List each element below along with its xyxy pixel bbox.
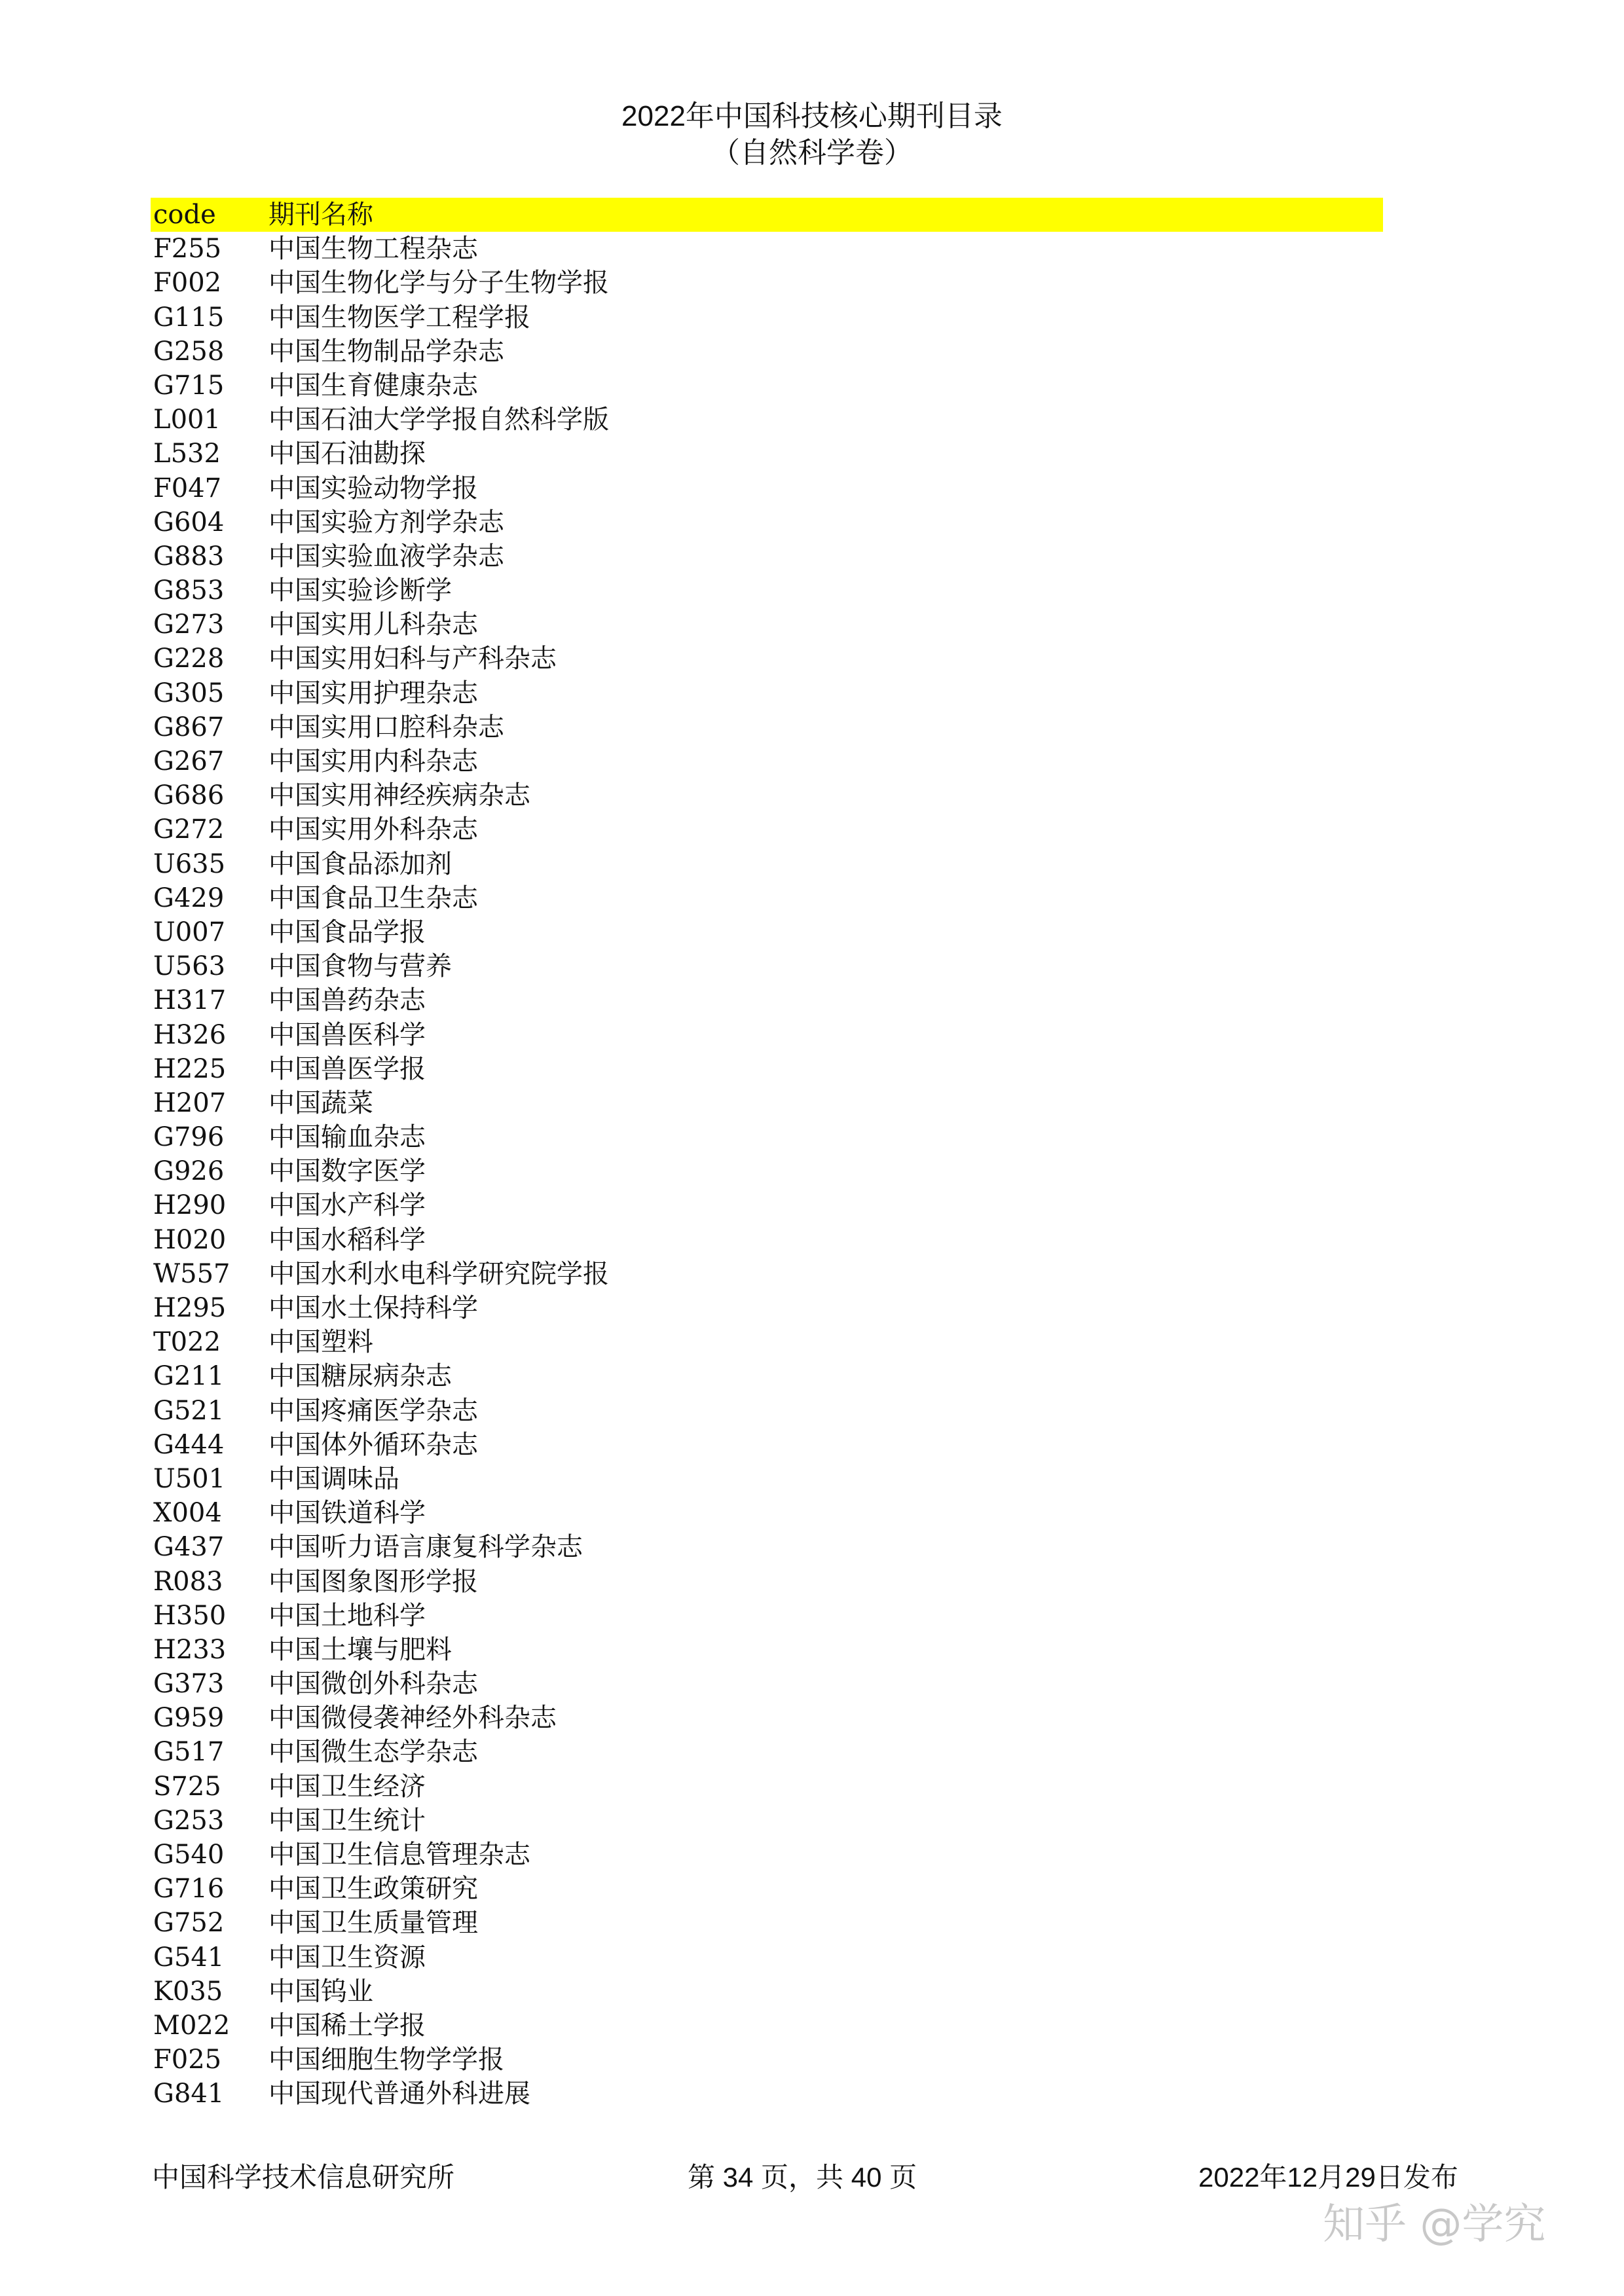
journal-name: 中国卫生信息管理杂志 bbox=[268, 1840, 530, 1870]
journal-code: G686 bbox=[153, 780, 225, 811]
journal-name: 中国体外循环杂志 bbox=[268, 1429, 478, 1460]
journal-code: G437 bbox=[153, 1532, 225, 1563]
journal-name: 中国石油勘探 bbox=[268, 439, 426, 469]
journal-code: L001 bbox=[153, 405, 221, 435]
table-body bbox=[151, 232, 1383, 2111]
journal-name: 中国生物化学与分子生物学报 bbox=[268, 268, 609, 299]
journal-code: H326 bbox=[153, 1019, 227, 1050]
journal-code: G959 bbox=[153, 1703, 225, 1734]
table-row bbox=[151, 1941, 1383, 1975]
table-row bbox=[151, 335, 1383, 369]
journal-name: 中国土壤与肥料 bbox=[268, 1634, 452, 1665]
table-row bbox=[151, 881, 1383, 915]
footer-publish-date: 2022年12月29日发布 bbox=[1198, 2162, 1458, 2193]
table-row bbox=[151, 1394, 1383, 1428]
journal-name: 中国卫生政策研究 bbox=[268, 1874, 478, 1904]
column-header-code: code bbox=[153, 200, 216, 230]
journal-code: G926 bbox=[153, 1156, 225, 1187]
journal-code: G541 bbox=[153, 1942, 225, 1973]
journal-name: 中国实用护理杂志 bbox=[268, 678, 478, 708]
journal-name: 中国实验诊断学 bbox=[268, 575, 452, 606]
journal-name: 中国微侵袭神经外科杂志 bbox=[268, 1703, 557, 1734]
footer-page-number: 第 34 页，共 40 页 bbox=[688, 2162, 917, 2193]
page-title: 2022年中国科技核心期刊目录 bbox=[621, 100, 1003, 132]
watermark: 知乎 @学究 bbox=[1323, 2200, 1546, 2249]
journal-name: 中国水稻科学 bbox=[268, 1224, 426, 1255]
journal-name: 中国塑料 bbox=[268, 1327, 373, 1358]
journal-name: 中国水利水电科学研究院学报 bbox=[268, 1258, 609, 1289]
journal-code: G715 bbox=[153, 370, 225, 401]
journal-name: 中国兽医科学 bbox=[268, 1019, 426, 1050]
journal-name: 中国石油大学学报自然科学版 bbox=[268, 405, 609, 435]
journal-name: 中国兽医学报 bbox=[268, 1053, 426, 1084]
journal-name: 中国食品卫生杂志 bbox=[268, 883, 478, 913]
journal-name: 中国实用神经疾病杂志 bbox=[268, 780, 530, 811]
table-row bbox=[151, 778, 1383, 812]
journal-code: U563 bbox=[153, 951, 226, 982]
journal-code: G211 bbox=[153, 1361, 225, 1392]
journal-name: 中国食品添加剂 bbox=[268, 848, 452, 879]
table-row bbox=[151, 1257, 1383, 1291]
journal-name: 中国稀土学报 bbox=[268, 2010, 426, 2041]
table-row bbox=[151, 1291, 1383, 1325]
journal-name: 中国实用儿科杂志 bbox=[268, 610, 478, 640]
journal-name: 中国输血杂志 bbox=[268, 1122, 426, 1153]
journal-code: G115 bbox=[153, 302, 225, 333]
journal-code: G752 bbox=[153, 1908, 225, 1939]
table-row bbox=[151, 403, 1383, 437]
table-row bbox=[151, 1804, 1383, 1838]
journal-code: G258 bbox=[153, 336, 225, 367]
journal-code: U007 bbox=[153, 917, 226, 947]
table-row bbox=[151, 574, 1383, 608]
journal-code: G841 bbox=[153, 2079, 225, 2109]
journal-name: 中国实验动物学报 bbox=[268, 473, 478, 503]
table-row bbox=[151, 369, 1383, 403]
footer-institute: 中国科学技术信息研究所 bbox=[152, 2162, 455, 2193]
table-row bbox=[151, 949, 1383, 983]
table-row bbox=[151, 301, 1383, 335]
table-row bbox=[151, 642, 1383, 676]
table-row bbox=[151, 1223, 1383, 1257]
journal-code: F047 bbox=[153, 473, 222, 503]
journal-code: G867 bbox=[153, 712, 225, 742]
journal-code: K035 bbox=[153, 1976, 223, 2007]
journal-code: G253 bbox=[153, 1805, 225, 1836]
journal-code: U501 bbox=[153, 1463, 226, 1494]
journal-code: G429 bbox=[153, 883, 225, 913]
journal-name: 中国卫生经济 bbox=[268, 1771, 426, 1802]
journal-code: G373 bbox=[153, 1669, 225, 1700]
journal-name: 中国实用妇科与产科杂志 bbox=[268, 644, 557, 674]
journal-code: G444 bbox=[153, 1429, 225, 1460]
journal-name: 中国卫生统计 bbox=[268, 1805, 426, 1836]
table-row bbox=[151, 1975, 1383, 2009]
journal-name: 中国听力语言康复科学杂志 bbox=[268, 1532, 583, 1563]
journal-code: H233 bbox=[153, 1634, 227, 1665]
table-row bbox=[151, 1462, 1383, 1496]
table-header-row bbox=[151, 198, 1383, 232]
journal-code: H317 bbox=[153, 985, 227, 1016]
journal-name: 中国实用口腔科杂志 bbox=[268, 712, 504, 742]
journal-name: 中国食物与营养 bbox=[268, 951, 452, 982]
table-row bbox=[151, 1325, 1383, 1359]
table-row bbox=[151, 1120, 1383, 1154]
table-row bbox=[151, 1018, 1383, 1052]
journal-name: 中国疼痛医学杂志 bbox=[268, 1395, 478, 1426]
table-row bbox=[151, 1667, 1383, 1701]
table-row bbox=[151, 2077, 1383, 2111]
table-row bbox=[151, 812, 1383, 847]
journal-code: M022 bbox=[153, 2010, 231, 2041]
table-row bbox=[151, 471, 1383, 505]
journal-name: 中国生育健康杂志 bbox=[268, 370, 478, 401]
journal-code: H350 bbox=[153, 1600, 227, 1631]
journal-name: 中国实用内科杂志 bbox=[268, 746, 478, 776]
table-row bbox=[151, 1838, 1383, 1872]
journal-name: 中国蔬菜 bbox=[268, 1087, 373, 1118]
table-row bbox=[151, 505, 1383, 539]
journal-code: G853 bbox=[153, 575, 225, 606]
journal-name: 中国细胞生物学学报 bbox=[268, 2045, 504, 2075]
table-row bbox=[151, 1359, 1383, 1393]
journal-name: 中国水产科学 bbox=[268, 1190, 426, 1221]
table-row bbox=[151, 1086, 1383, 1120]
journal-code: G517 bbox=[153, 1737, 225, 1768]
table-row bbox=[151, 232, 1383, 266]
journal-name: 中国微创外科杂志 bbox=[268, 1669, 478, 1700]
table-row bbox=[151, 1428, 1383, 1462]
table-row bbox=[151, 1633, 1383, 1667]
page-subtitle: （自然科学卷） bbox=[711, 137, 913, 169]
table-row bbox=[151, 1188, 1383, 1222]
table-row bbox=[151, 1599, 1383, 1633]
journal-name: 中国卫生资源 bbox=[268, 1942, 426, 1973]
journal-name: 中国微生态学杂志 bbox=[268, 1737, 478, 1768]
table-row bbox=[151, 2009, 1383, 2043]
table-row bbox=[151, 1906, 1383, 1940]
table-row bbox=[151, 1530, 1383, 1564]
journal-name: 中国实验方剂学杂志 bbox=[268, 507, 504, 538]
journal-code: L532 bbox=[153, 439, 221, 469]
journal-name: 中国水土保持科学 bbox=[268, 1293, 478, 1323]
journal-code: H020 bbox=[153, 1224, 227, 1255]
journal-code: G883 bbox=[153, 541, 225, 572]
journal-name: 中国卫生质量管理 bbox=[268, 1908, 478, 1939]
journal-name: 中国调味品 bbox=[268, 1463, 399, 1494]
journal-name: 中国现代普通外科进展 bbox=[268, 2079, 530, 2109]
journal-code: S725 bbox=[153, 1771, 221, 1802]
table-row bbox=[151, 1052, 1383, 1086]
journal-code: H295 bbox=[153, 1293, 227, 1323]
journal-code: R083 bbox=[153, 1566, 223, 1597]
table-row bbox=[151, 1770, 1383, 1804]
journal-code: G272 bbox=[153, 814, 225, 845]
journal-name: 中国兽药杂志 bbox=[268, 985, 426, 1016]
table-row bbox=[151, 710, 1383, 744]
journal-code: F255 bbox=[153, 234, 222, 264]
table-row bbox=[151, 266, 1383, 300]
table-row bbox=[151, 1701, 1383, 1735]
table-row bbox=[151, 1496, 1383, 1530]
journal-code: W557 bbox=[153, 1258, 231, 1289]
journal-code: G273 bbox=[153, 610, 225, 640]
journal-name: 中国生物工程杂志 bbox=[268, 234, 478, 264]
journal-code: U635 bbox=[153, 848, 226, 879]
journal-code: G521 bbox=[153, 1395, 225, 1426]
journal-name: 中国铁道科学 bbox=[268, 1498, 426, 1529]
column-header-journal-name: 期刊名称 bbox=[268, 200, 373, 230]
journal-code: H290 bbox=[153, 1190, 227, 1221]
table-row bbox=[151, 608, 1383, 642]
journal-code: G267 bbox=[153, 746, 225, 776]
journal-code: G305 bbox=[153, 678, 225, 708]
table-row bbox=[151, 539, 1383, 574]
journal-name: 中国钨业 bbox=[268, 1976, 373, 2007]
table-row bbox=[151, 2043, 1383, 2077]
journal-code: G716 bbox=[153, 1874, 225, 1904]
table-row bbox=[151, 1565, 1383, 1599]
table-row bbox=[151, 676, 1383, 710]
journal-code: F002 bbox=[153, 268, 222, 299]
table-row bbox=[151, 1735, 1383, 1769]
table-row bbox=[151, 437, 1383, 471]
journal-name: 中国实验血液学杂志 bbox=[268, 541, 504, 572]
journal-code: T022 bbox=[153, 1327, 221, 1358]
journal-code: G228 bbox=[153, 644, 225, 674]
journal-name: 中国实用外科杂志 bbox=[268, 814, 478, 845]
journal-code: G796 bbox=[153, 1122, 225, 1153]
table-row bbox=[151, 1872, 1383, 1906]
journal-name: 中国图象图形学报 bbox=[268, 1566, 478, 1597]
journal-code: G540 bbox=[153, 1840, 225, 1870]
table-row bbox=[151, 1154, 1383, 1188]
journal-table bbox=[151, 198, 1383, 2111]
journal-code: H207 bbox=[153, 1087, 227, 1118]
journal-code: G604 bbox=[153, 507, 225, 538]
journal-name: 中国数字医学 bbox=[268, 1156, 426, 1187]
journal-code: H225 bbox=[153, 1053, 227, 1084]
journal-name: 中国食品学报 bbox=[268, 917, 426, 947]
journal-name: 中国生物医学工程学报 bbox=[268, 302, 530, 333]
table-row bbox=[151, 915, 1383, 949]
journal-code: X004 bbox=[153, 1498, 222, 1529]
table-row bbox=[151, 847, 1383, 881]
journal-name: 中国土地科学 bbox=[268, 1600, 426, 1631]
journal-name: 中国糖尿病杂志 bbox=[268, 1361, 452, 1392]
journal-code: F025 bbox=[153, 2045, 222, 2075]
table-row bbox=[151, 983, 1383, 1017]
journal-name: 中国生物制品学杂志 bbox=[268, 336, 504, 367]
table-row bbox=[151, 744, 1383, 778]
